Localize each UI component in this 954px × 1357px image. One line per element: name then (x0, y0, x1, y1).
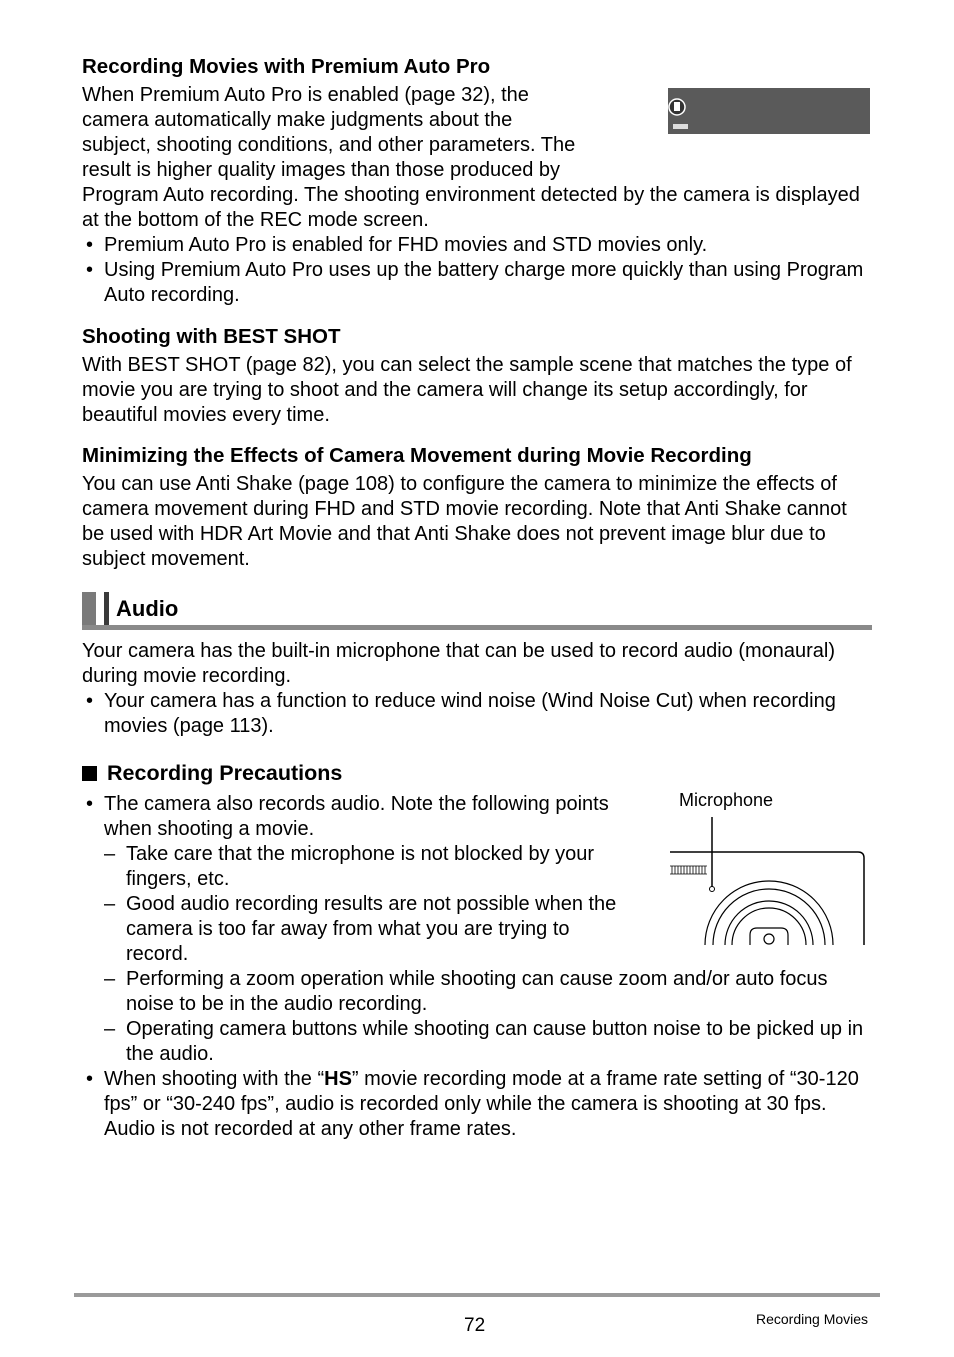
precaution-dash-2-line-2: camera is too far away from what you are trying to (126, 918, 570, 940)
heading-premium-auto-pro: Recording Movies with Premium Auto Pro (82, 55, 491, 78)
premium-bullet-1: • Premium Auto Pro is enabled for FHD movies and STD movies only. (82, 233, 872, 258)
header-marker-bar (104, 592, 109, 628)
recording-precautions-heading (82, 760, 342, 786)
audio-section-header (82, 592, 872, 630)
precaution-bullet-2 (82, 1067, 872, 1142)
premium-line-3: subject, shooting conditions, and other parameters. The (82, 134, 576, 156)
square-bullet-icon (82, 766, 97, 781)
precaution-dash-1-line-1: – Take care that the microphone is not blocked by your (126, 843, 595, 865)
hs-mode-label: HS (324, 1068, 352, 1090)
header-underline (82, 625, 872, 630)
audio-body (82, 639, 872, 739)
precaution-dash-1-line-2: fingers, etc. (126, 868, 230, 890)
footer-rule (74, 1293, 880, 1297)
precaution-dash-3: – Performing a zoom operation while shooting can cause zoom and/or auto focus noise to be in the audio recording. (82, 967, 872, 1017)
heading-best-shot: Shooting with BEST SHOT (82, 325, 341, 348)
audio-intro: Your camera has the built-in microphone that can be used to record audio (monaural) during movie recording. (82, 640, 836, 687)
bestshot-body: With BEST SHOT (page 82), you can select the sample scene that matches the type of movie you are trying to shoot and the camera will change its setup accordingly, for beautiful movies every time. (82, 354, 852, 426)
shake-body: You can use Anti Shake (page 108) to configure the camera to minimize the effects of camera movement during FHD and STD movie recording. Note that Anti Shake cannot be used with HDR Art Movie and that Anti Shake does not prevent image blur due to subject movement. (82, 473, 847, 570)
precaution-bullet-2-pre: When shooting with the “ (104, 1068, 325, 1090)
precaution-dash-4: – Operating camera buttons while shooting can cause button noise to be picked up in the audio. (82, 1017, 872, 1067)
premium-line-2: camera automatically make judgments about the (82, 109, 513, 131)
rec-screen-thumbnail (668, 88, 870, 134)
precaution-bullet-1-line-1: • The camera also records audio. Note the following points (104, 793, 609, 815)
audio-bullet-1: • Your camera has a function to reduce wind noise (Wind Noise Cut) when recording movies (page 113). (82, 689, 872, 739)
recording-precautions-title: Recording Precautions (107, 761, 343, 785)
footer-section-name: Recording Movies (756, 1311, 869, 1327)
premium-rest: Program Auto recording. The shooting environment detected by the camera is displayed at the bottom of the REC mode screen. (82, 184, 860, 231)
premium-auto-pro-icon (668, 88, 870, 134)
camera-microphone-illustration (668, 815, 868, 947)
premium-line-1: When Premium Auto Pro is enabled (page 32), the (82, 84, 529, 106)
precaution-bullet-1-line-2: when shooting a movie. (104, 818, 315, 840)
page-number: 72 (464, 1315, 486, 1336)
premium-bullet-2: • Using Premium Auto Pro uses up the battery charge more quickly than using Program Auto recording. (82, 258, 872, 308)
heading-camera-movement: Minimizing the Effects of Camera Movement during Movie Recording (82, 444, 752, 467)
header-marker-block (82, 592, 96, 628)
premium-line-4: result is higher quality images than those produced by (82, 159, 561, 181)
audio-heading: Audio (116, 596, 179, 621)
microphone-label: Microphone (679, 790, 774, 810)
precaution-dash-2-line-3: record. (126, 943, 189, 965)
precaution-dash-2-line-1: – Good audio recording results are not possible when the (126, 893, 617, 915)
precaution-bullet-2-post: ” movie recording mode at a frame rate setting of “30-120 fps” or “30-240 fps”, audio is recorded only while the camera is shooting at 30 fps. Audio is not recorded at any other frame rates. (104, 1068, 859, 1140)
